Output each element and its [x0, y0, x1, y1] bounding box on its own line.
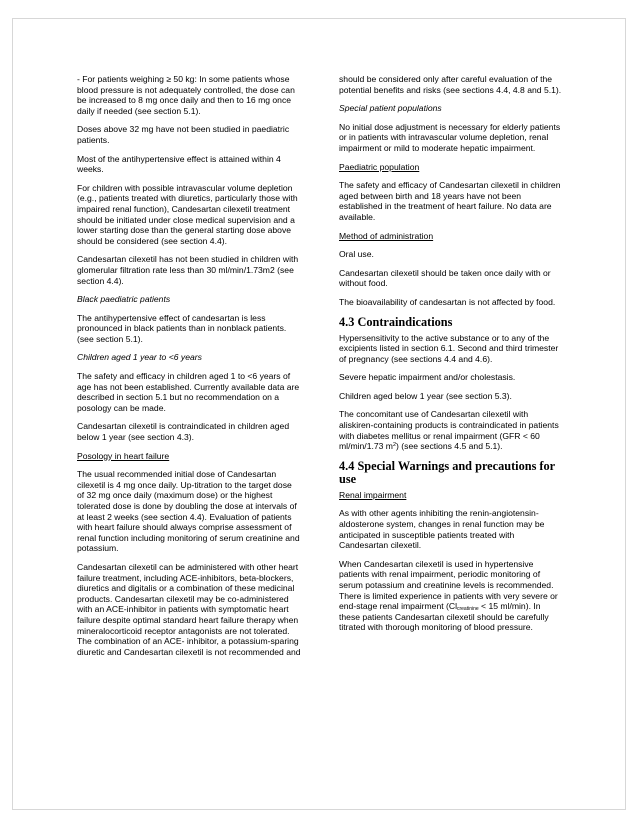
paragraph: The safety and efficacy in children aged 1 to <6 years of age has not been established. Currently available data are described in section 5.1 but no recommendation on a posology can be made.: [77, 371, 300, 413]
paragraph: For children with possible intravascular volume depletion (e.g., patients treated with diuretics, particularly those with impaired renal function), Candesartan cilexetil treatment should be initiated under close medical supervision and a lower starting dose than the general starting dose above should be considered (see section 4.4).: [77, 182, 298, 246]
paragraph-aliskiren: The concomitant use of Candesartan cilexetil with aliskiren-containing products is contraindicated in patients with diabetes mellitus or renal impairment (GFR < 60 ml/min/1.73 $m^2$) (see sections 4.5 and 5.1).: [339, 409, 559, 452]
paragraph: Hypersensitivity to the active substance or to any of the excipients listed in section 6.1. Second and third trimester of pregnancy (see sections 4.4 and 4.6).: [339, 332, 559, 364]
paragraph: Oral use.: [339, 249, 374, 260]
subheading-method-of-administration: Method of administration: [339, 230, 434, 241]
paragraph: No initial dose adjustment is necessary for elderly patients or in patients with intravascular volume depletion, renal impairment or mild to moderate hepatic impairment.: [339, 121, 561, 153]
subheading-renal-impairment: Renal impairment: [339, 489, 407, 500]
right-column: [339, 74, 563, 641]
subheading-children-1-6: Children aged 1 year to <6 years: [77, 352, 202, 363]
paragraph: Severe hepatic impairment and/or cholestasis.: [339, 372, 516, 383]
section-heading-4-3: 4.3 Contraindications: [339, 314, 453, 329]
paragraph: Most of the antihypertensive effect is attained within 4 weeks.: [77, 153, 281, 175]
paragraph: Candesartan cilexetil is contraindicated in children aged below 1 year (see section 4.3).: [77, 421, 290, 443]
paragraph: Children aged below 1 year (see section 5.3).: [339, 390, 512, 401]
paragraph: - For patients weighing ≥ 50 kg: In some patients whose blood pressure is not adequately controlled, the dose can be increased to 8 mg once daily and then to 16 mg once daily if needed (see section 5.1).: [77, 74, 295, 116]
paragraph-renal-monitoring: When Candesartan cilexetil is used in hypertensive patients with renal impairment, periodic monitoring of serum potassium and creatinine levels is recommended. There is limited experience in patients with very severe or end-stage renal impairment ($Cl_{creatinine} < 15$ ml/min). In these patients Candesartan cilexetil should be carefully titrated with thorough monitoring of blood pressure.: [339, 558, 558, 633]
left-column: [77, 74, 301, 665]
paragraph: Candesartan cilexetil can be administered with other heart failure treatment, including ACE-inhibitors, beta-blockers, diuretics and digitalis or a combination of these medicinal products. Candesartan cilexetil may be co-administered with an ACE-inhibitor in patients with symptomatic heart failure despite optimal standard heart failure therapy when mineralocorticoid receptor antagonists are not tolerated. The combination of an ACE- inhibitor, a potassium-sparing diuretic and Candesartan cilexetil is not recommended and: [77, 561, 301, 657]
paragraph: Candesartan cilexetil has not been studied in children with glomerular filtration rate less than 30 ml/min/1.73m2 (see section 4.4).: [77, 254, 299, 286]
paragraph: should be considered only after careful evaluation of the potential benefits and risks (see sections 4.4, 4.8 and 5.1).: [339, 74, 562, 95]
paragraph: The usual recommended initial dose of Candesartan cilexetil is 4 mg once daily. Up-titration to the target dose of 32 mg once daily (maximum dose) or the highest tolerated dose is done by doubling the dose at intervals of at least 2 weeks (see section 4.4). Evaluation of patients with heart failure should always comprise assessment of renal function including monitoring of serum creatinine and potassium.: [77, 469, 300, 554]
paragraph: The safety and efficacy of Candesartan cilexetil in children aged between birth and 18 years have not been established in the treatment of heart failure. No data are available.: [339, 180, 561, 222]
paragraph: The antihypertensive effect of candesartan is less pronounced in black patients than in nonblack patients. (see section 5.1).: [77, 312, 287, 344]
section-heading-4-4: 4.4 Special Warnings and precautions for use: [339, 458, 555, 486]
paragraph: The bioavailability of candesartan is not affected by food.: [339, 296, 556, 307]
subheading-black-paediatric: Black paediatric patients: [77, 294, 171, 305]
subheading-posology-heart-failure: Posology in heart failure: [77, 450, 170, 461]
paragraph: Doses above 32 mg have not been studied in paediatric patients.: [77, 124, 290, 145]
subheading-paediatric-population: Paediatric population: [339, 161, 420, 172]
paragraph: Candesartan cilexetil should be taken once daily with or without food.: [339, 267, 551, 289]
subheading-special-populations: Special patient populations: [339, 103, 442, 114]
paragraph: As with other agents inhibiting the renin-angiotensin-aldosterone system, changes in renal function may be anticipated in susceptible patients treated with Candesartan cilexetil.: [339, 508, 545, 551]
